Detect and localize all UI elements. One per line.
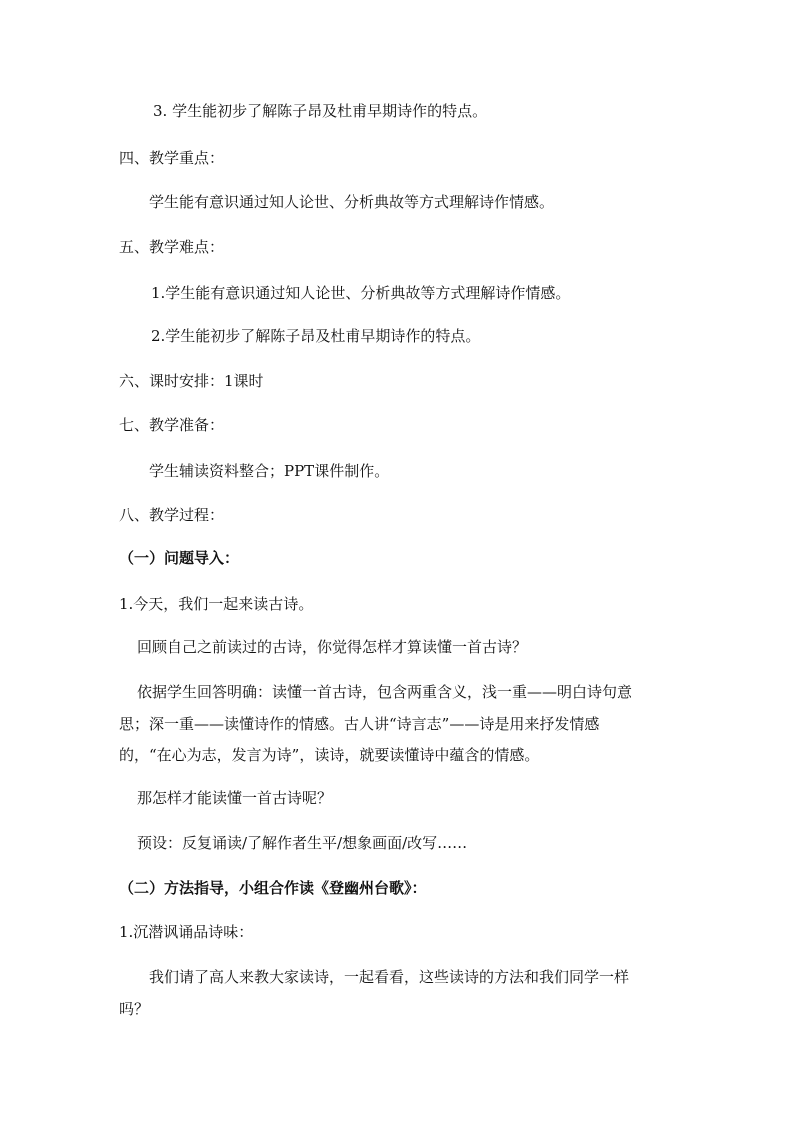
objective-3: 3. 学生能初步了解陈子昂及杜甫早期诗作的特点。 xyxy=(153,102,488,120)
intro-answer-line-3: 的，“在心为志，发言为诗”，读诗，就要读懂诗中蕴含的情感。 xyxy=(119,746,540,764)
intro-answer-line-2: 思；深一重——读懂诗作的情感。古人讲“诗言志”——诗是用来抒发情感 xyxy=(119,715,600,733)
section-heading-preparation: 七、教学准备： xyxy=(119,416,225,434)
method-text-line-2: 吗？ xyxy=(119,1000,150,1018)
section-heading-process: 八、教学过程： xyxy=(119,506,225,524)
subsection-heading-method: （二）方法指导，小组合作读《登幽州台歌》： xyxy=(119,879,427,897)
preparation-text: 学生辅读资料整合；PPT课件制作。 xyxy=(149,462,390,480)
intro-question: 回顾自己之前读过的古诗，你觉得怎样才算读懂一首古诗？ xyxy=(137,638,528,656)
intro-answer-line-1: 依据学生回答明确：读懂一首古诗，包含两重含义，浅一重——明白诗句意 xyxy=(137,683,633,701)
intro-step-1: 1.今天，我们一起来读古诗。 xyxy=(119,595,314,613)
difficulty-1: 1.学生能有意识通过知人论世、分析典故等方式理解诗作情感。 xyxy=(151,284,571,302)
section-heading-schedule: 六、课时安排：1课时 xyxy=(119,372,264,390)
subsection-heading-intro: （一）问题导入： xyxy=(119,549,240,567)
section-heading-difficulties: 五、教学难点： xyxy=(119,238,225,256)
difficulty-2: 2.学生能初步了解陈子昂及杜甫早期诗作的特点。 xyxy=(151,327,481,345)
section-heading-key-points: 四、教学重点： xyxy=(119,149,225,167)
intro-preset: 预设：反复诵读/了解作者生平/想象画面/改写…… xyxy=(137,834,468,852)
method-text-line-1: 我们请了高人来教大家读诗，一起看看，这些读诗的方法和我们同学一样 xyxy=(149,968,630,986)
intro-followup-question: 那怎样才能读懂一首古诗呢？ xyxy=(137,789,333,807)
key-points-text: 学生能有意识通过知人论世、分析典故等方式理解诗作情感。 xyxy=(149,193,555,211)
method-step-1: 1.沉潜讽诵品诗味： xyxy=(119,923,254,941)
